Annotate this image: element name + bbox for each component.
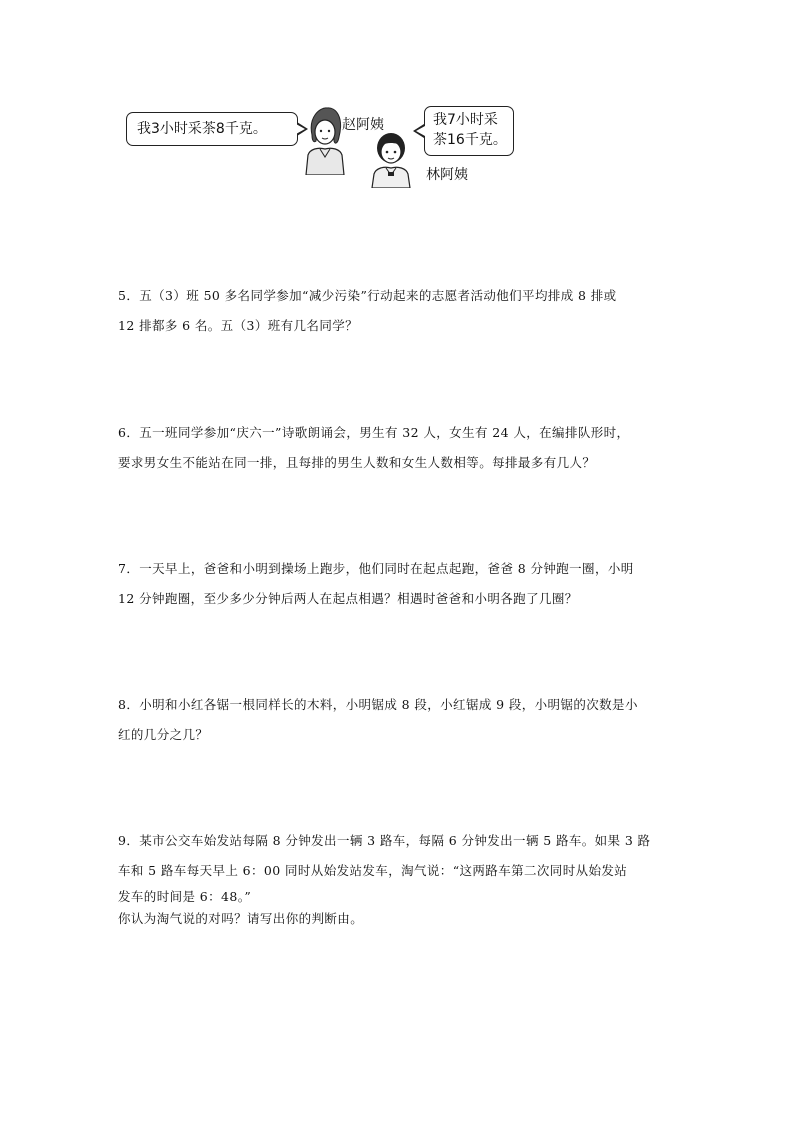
question-7-line2: 12 分钟跑圈，至少多少分钟后两人在起点相遇？相遇时爸爸和小明各跑了几圈？ — [118, 591, 578, 606]
question-9 — [118, 826, 688, 930]
lin-speech-line2: 茶16千克。 — [433, 132, 507, 148]
lin-speech-bubble — [424, 106, 514, 156]
question-8-line2: 红的几分之几？ — [118, 727, 209, 742]
aunt-lin-name: 林阿姨 — [426, 167, 468, 183]
zhao-speech-bubble — [126, 112, 298, 146]
question-6-line2: 要求男女生不能站在同一排，且每排的男生人数和女生人数相等。每排最多有几人？ — [118, 455, 596, 470]
question-8 — [118, 690, 688, 750]
tea-picking-illustration — [120, 100, 540, 195]
aunt-lin-figure — [366, 128, 416, 188]
question-7 — [118, 554, 688, 614]
question-9-line1: 9．某市公交车始发站每隔 8 分钟发出一辆 3 路车，每隔 6 分钟发出一辆 5 路车。如果 3 路 — [118, 833, 651, 848]
question-5-line2: 12 排都多 6 名。五（3）班有几名同学？ — [118, 318, 359, 333]
aunt-zhao-name: 赵阿姨 — [342, 117, 384, 133]
question-8-line1: 8．小明和小红各锯一根同样长的木料，小明锯成 8 段，小红锯成 9 段，小明锯的次数是小 — [118, 697, 638, 712]
question-6-line1: 6．五一班同学参加“庆六一”诗歌朗诵会，男生有 32 人，女生有 24 人，在编排队形时， — [118, 425, 630, 440]
question-6 — [118, 418, 688, 478]
lin-speech-line1: 我7小时采 — [433, 112, 498, 128]
question-9-line2: 车和 5 路车每天早上 6：00 同时从始发站发车，淘气说：“这两路车第二次同时从始发站 — [118, 863, 628, 878]
question-9-line3: 发车的时间是 6：48。” — [118, 889, 252, 904]
lin-bubble-tail-fill — [416, 126, 425, 136]
question-7-line1: 7．一天早上，爸爸和小明到操场上跑步，他们同时在起点起跑，爸爸 8 分钟跑一圈，小明 — [118, 561, 634, 576]
question-9-line4: 你认为淘气说的对吗？请写出你的判断由。 — [118, 911, 364, 926]
question-5-line1: 5．五（3）班 50 多名同学参加“减少污染”行动起来的志愿者活动他们平均排成 8 排或 — [118, 288, 617, 303]
zhao-speech-text: 我3小时采茶8千克。 — [137, 121, 267, 137]
question-5 — [118, 281, 688, 341]
